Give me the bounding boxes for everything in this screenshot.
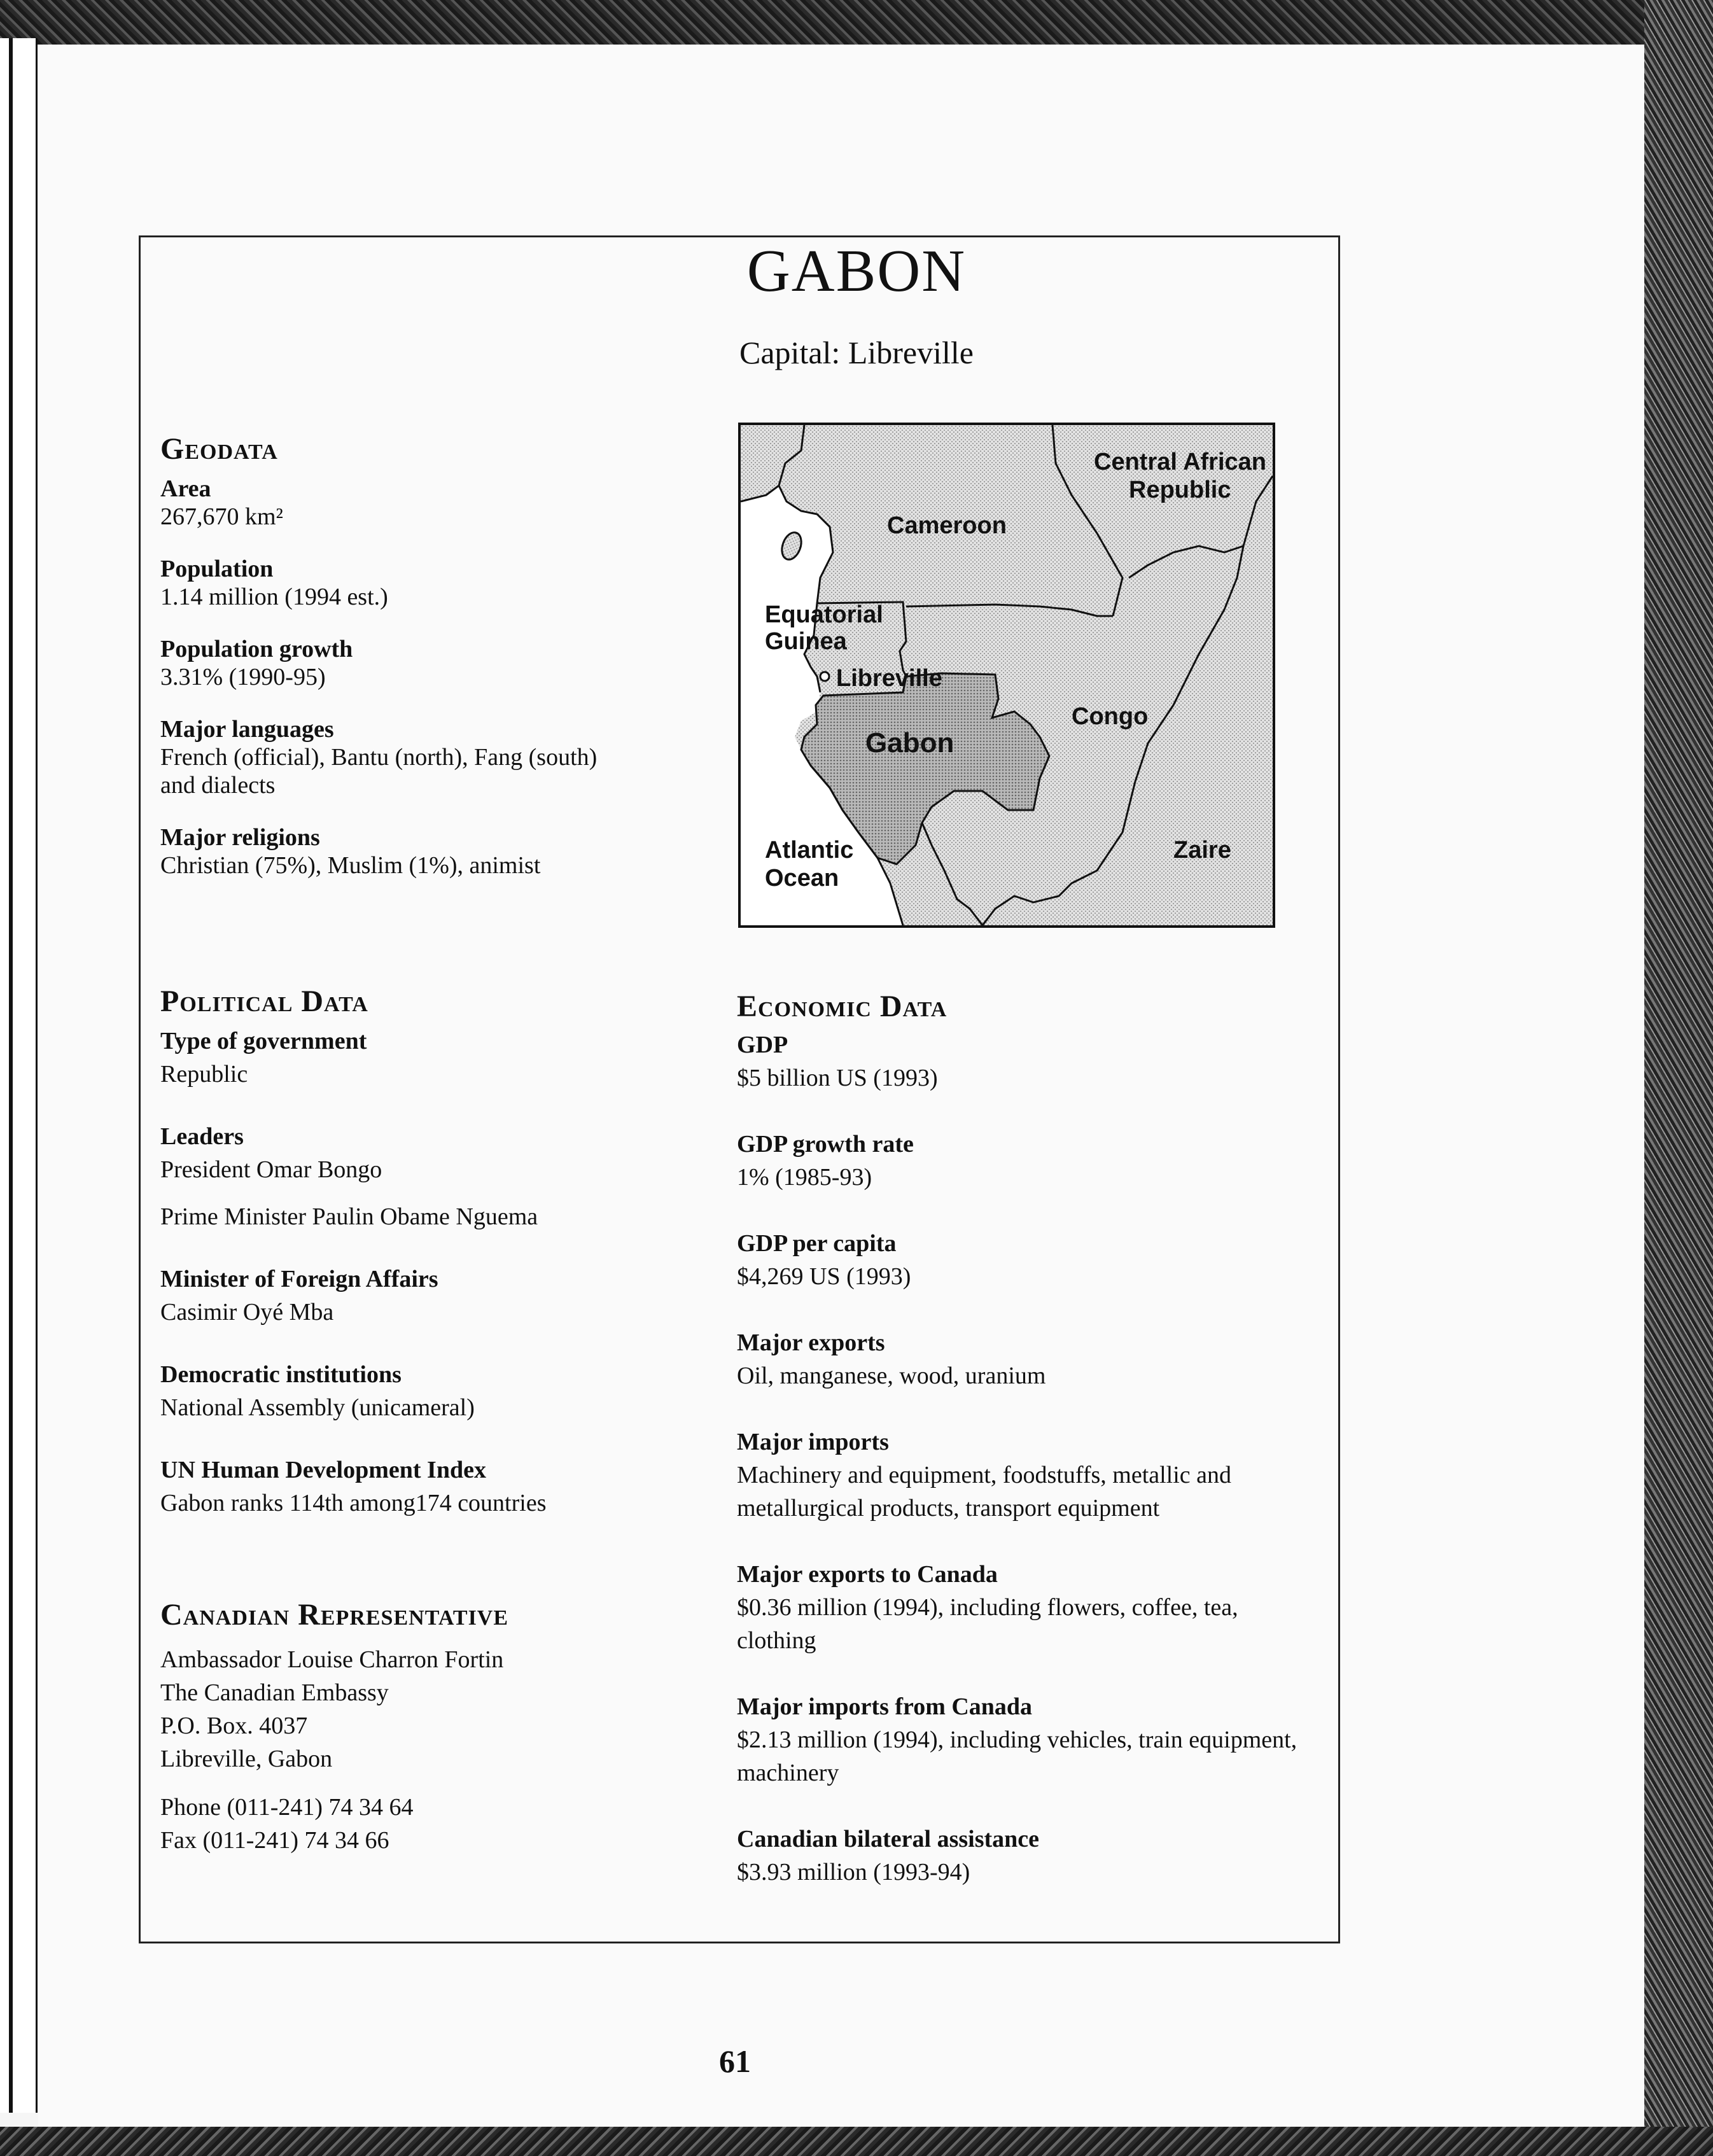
field-gdp xyxy=(737,1028,1322,1095)
rep-line: P.O. Box. 4037 xyxy=(160,1712,308,1739)
field-major-imports-from-canada xyxy=(737,1690,1322,1789)
page-title: GABON xyxy=(746,238,967,304)
field-leaders xyxy=(160,1123,695,1231)
field-value-2: Prime Minister Paulin Obame Nguema xyxy=(160,1203,538,1230)
scan-edge-top xyxy=(0,0,1713,45)
rep-line: The Canadian Embassy xyxy=(160,1679,389,1706)
field-major-exports-to-canada xyxy=(737,1558,1322,1657)
field-type-of-government xyxy=(160,1027,695,1088)
libreville-marker xyxy=(820,672,829,681)
field-value: 1.14 million (1994 est.) xyxy=(160,584,388,610)
field-label: Area xyxy=(160,475,211,502)
field-label: Leaders xyxy=(160,1123,244,1150)
map-label-gabon: Gabon xyxy=(865,727,954,759)
capital-line: Capital: Libreville xyxy=(739,335,974,370)
scan-edge-bottom xyxy=(0,2127,1713,2156)
field-label: UN Human Development Index xyxy=(160,1457,486,1483)
field-value: Oil, manganese, wood, uranium xyxy=(737,1362,1046,1389)
map-label-atlantic-1: Atlantic xyxy=(765,837,854,864)
political-heading: Political Data xyxy=(160,984,368,1018)
field-major-exports xyxy=(737,1326,1322,1392)
field-un-hdi xyxy=(160,1456,695,1517)
field-major-religions xyxy=(160,823,695,879)
field-minister-foreign-affairs xyxy=(160,1265,695,1326)
field-value: 1% (1985-93) xyxy=(737,1164,872,1191)
map-svg xyxy=(741,425,1273,925)
field-label: Major imports from Canada xyxy=(737,1693,1033,1720)
map-label-car: Central African xyxy=(1094,449,1266,475)
page-number: 61 xyxy=(719,2043,751,2079)
map-label-zaire: Zaire xyxy=(1173,837,1231,864)
field-value: $3.93 million (1993-94) xyxy=(737,1859,970,1886)
field-population-growth xyxy=(160,635,695,691)
field-label: Population growth xyxy=(160,636,353,662)
field-value: Gabon ranks 114th among174 countries xyxy=(160,1490,547,1516)
rep-fax: Fax (011-241) 74 34 66 xyxy=(160,1827,389,1854)
map-label-atlantic-2: Ocean xyxy=(765,865,839,892)
field-value: 267,670 km² xyxy=(160,503,283,530)
field-label: Major languages xyxy=(160,716,334,743)
field-area xyxy=(160,475,695,531)
field-label: Major religions xyxy=(160,824,320,851)
field-value: French (official), Bantu (north), Fang (south) and dialects xyxy=(160,744,598,799)
field-label: Major exports to Canada xyxy=(737,1561,998,1588)
field-value: Machinery and equipment, foodstuffs, metallic and metallurgical products, transport equipment xyxy=(737,1462,1232,1522)
rep-phone: Phone (011-241) 74 34 64 xyxy=(160,1794,414,1821)
field-gdp-growth-rate xyxy=(737,1128,1322,1194)
map-label-car-2: Republic xyxy=(1129,477,1231,503)
map-label-eqg-2: Guinea xyxy=(765,628,847,655)
field-label: Minister of Foreign Affairs xyxy=(160,1266,438,1292)
field-label: Canadian bilateral assistance xyxy=(737,1826,1040,1852)
field-value: Republic xyxy=(160,1061,248,1088)
field-gdp-per-capita xyxy=(737,1227,1322,1293)
field-value: President Omar Bongo xyxy=(160,1156,382,1183)
map-label-congo: Congo xyxy=(1072,703,1149,730)
field-label: GDP xyxy=(737,1032,788,1058)
field-democratic-institutions xyxy=(160,1361,695,1422)
map-label-libreville: Libreville xyxy=(836,665,942,692)
field-canadian-bilateral-assistance xyxy=(737,1823,1322,1889)
field-value: National Assembly (unicameral) xyxy=(160,1394,475,1421)
rep-line: Libreville, Gabon xyxy=(160,1746,333,1772)
field-value: Christian (75%), Muslim (1%), animist xyxy=(160,852,541,879)
field-value: Casimir Oyé Mba xyxy=(160,1299,334,1326)
field-label: GDP growth rate xyxy=(737,1131,914,1158)
rep-line: Ambassador Louise Charron Fortin xyxy=(160,1646,504,1673)
field-label: Population xyxy=(160,556,274,582)
scan-edge-right xyxy=(1644,0,1713,2156)
field-major-imports xyxy=(737,1425,1322,1525)
field-value: $4,269 US (1993) xyxy=(737,1263,911,1290)
economic-section xyxy=(737,990,1322,1914)
field-value: 3.31% (1990-95) xyxy=(160,664,326,690)
field-value: $0.36 million (1994), including flowers, coffee, tea, clothing xyxy=(737,1594,1238,1654)
field-population xyxy=(160,555,695,611)
field-label: Democratic institutions xyxy=(160,1361,402,1388)
field-label: Major imports xyxy=(737,1429,889,1455)
economic-heading: Economic Data xyxy=(737,990,947,1023)
field-value: $2.13 million (1994), including vehicles, train equipment, machinery xyxy=(737,1726,1297,1786)
canadian-rep-section xyxy=(160,1599,695,1857)
field-label: Major exports xyxy=(737,1329,885,1356)
field-label: Type of government xyxy=(160,1028,367,1054)
region-map xyxy=(738,423,1275,928)
field-value: $5 billion US (1993) xyxy=(737,1065,938,1091)
field-label: GDP per capita xyxy=(737,1230,897,1257)
political-section xyxy=(160,984,695,1543)
field-major-languages xyxy=(160,715,695,799)
geodata-heading: Geodata xyxy=(160,432,278,466)
canadian-rep-heading: Canadian Representative xyxy=(160,1598,509,1632)
map-label-cameroon: Cameroon xyxy=(887,512,1007,539)
geodata-section xyxy=(160,432,695,905)
map-label-eqg-1: Equatorial xyxy=(765,601,883,628)
